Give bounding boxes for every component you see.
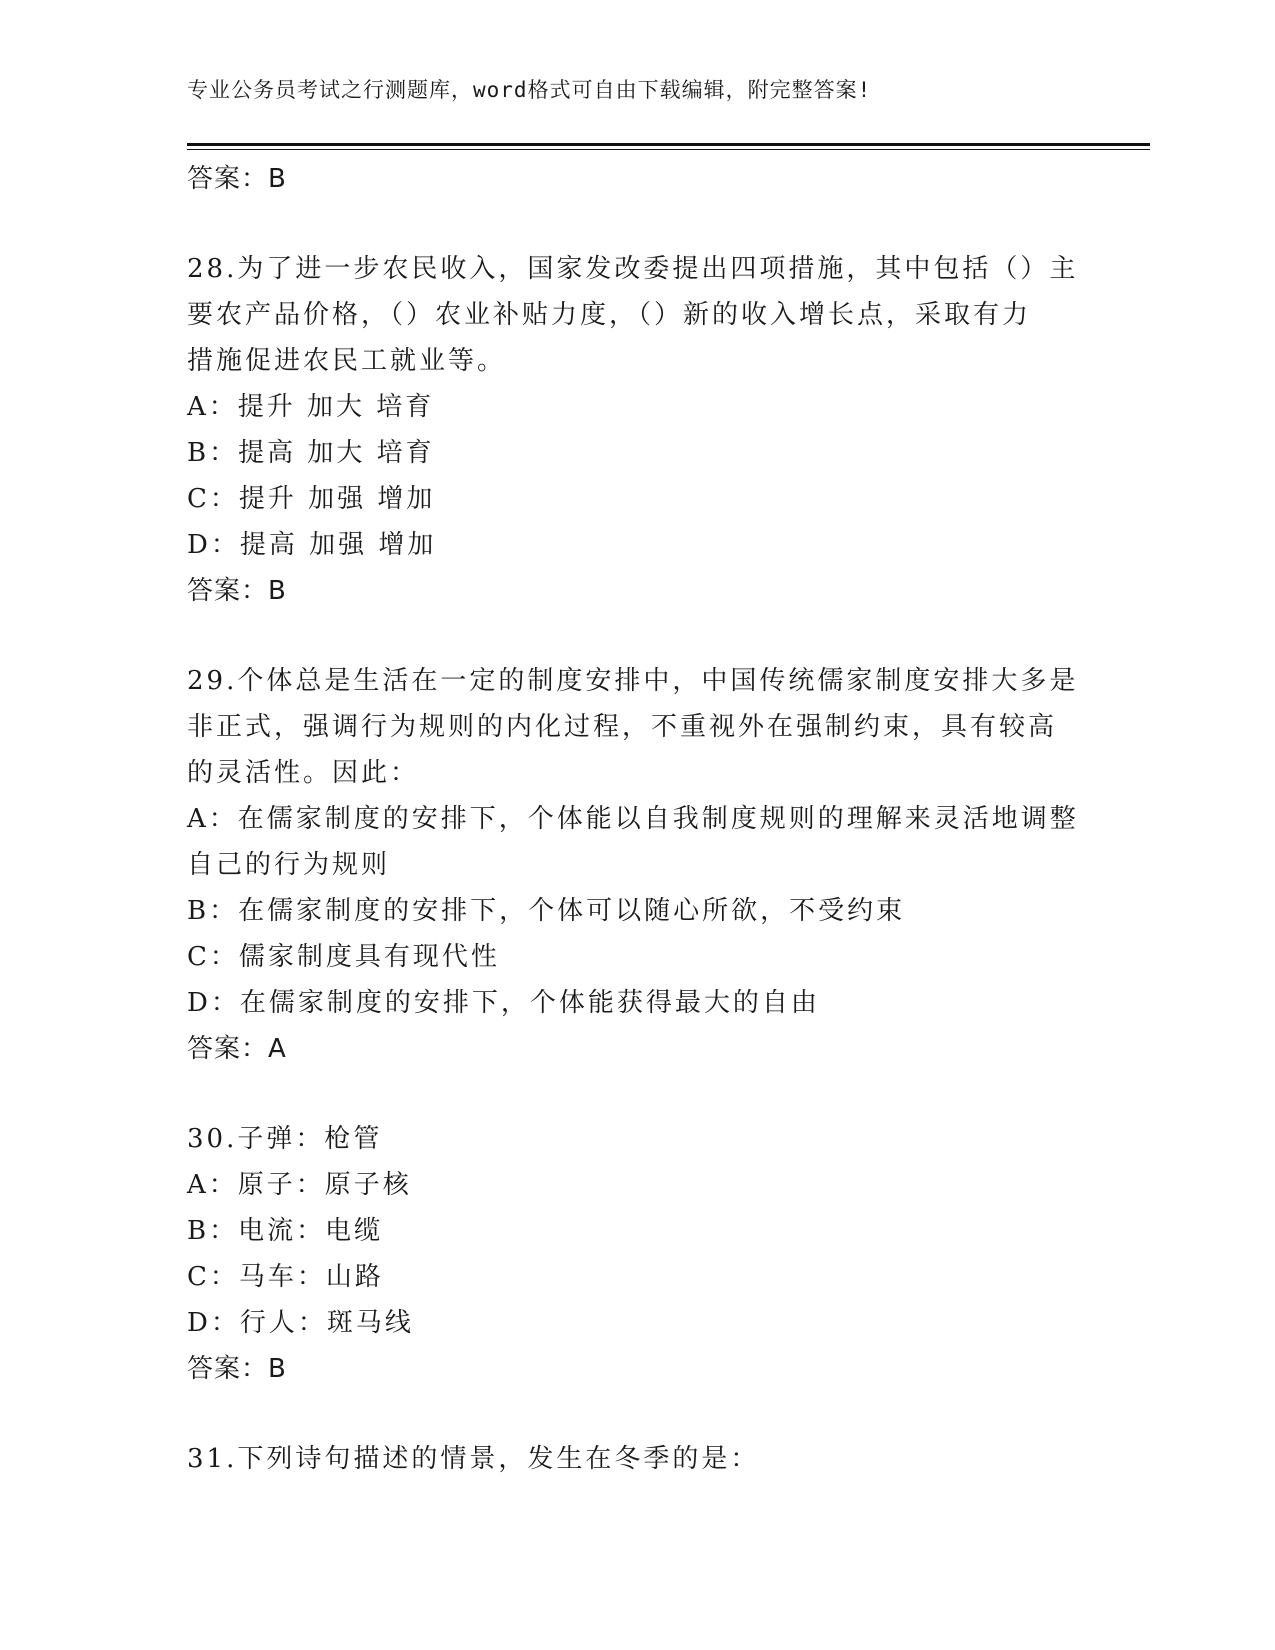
question-stem-line: 要农产品价格，（）农业补贴力度，（）新的收入增长点，采取有力 bbox=[187, 300, 1032, 330]
question-28 bbox=[187, 246, 1087, 614]
document-body bbox=[187, 156, 1087, 1482]
option-b: B：在儒家制度的安排下，个体可以随心所欲，不受约束 bbox=[187, 896, 906, 926]
option-a: A：提升 加大 培育 bbox=[187, 392, 435, 422]
option-b: B：提高 加大 培育 bbox=[187, 438, 435, 468]
question-stem-line: 29.个体总是生活在一定的制度安排中，中国传统儒家制度安排大多是 bbox=[187, 666, 1079, 696]
question-stem-line: 31.下列诗句描述的情景，发生在冬季的是： bbox=[187, 1444, 760, 1474]
question-29 bbox=[187, 658, 1087, 1072]
option-a-continued: 自己的行为规则 bbox=[187, 850, 391, 880]
option-c: C：马车：山路 bbox=[187, 1262, 384, 1292]
option-d: D：提高 加强 增加 bbox=[187, 530, 437, 560]
question-30 bbox=[187, 1116, 1087, 1392]
option-a: A：在儒家制度的安排下，个体能以自我制度规则的理解来灵活地调整 bbox=[187, 804, 1079, 834]
question-stem-line: 的灵活性。因此： bbox=[187, 758, 420, 788]
answer-line: 答案：B bbox=[187, 1354, 287, 1384]
page-header: 专业公务员考试之行测题库，word格式可自由下载编辑，附完整答案! bbox=[187, 78, 872, 102]
question-stem-line: 30.子弹：枪管 bbox=[187, 1124, 383, 1154]
option-b: B：电流：电缆 bbox=[187, 1216, 384, 1246]
question-31 bbox=[187, 1436, 1087, 1482]
answer-line: 答案：B bbox=[187, 576, 287, 606]
question-stem-line: 非正式，强调行为规则的内化过程，不重视外在强制约束，具有较高 bbox=[187, 712, 1058, 742]
header-rule-thin bbox=[187, 149, 1150, 150]
option-c: C：提升 加强 增加 bbox=[187, 484, 436, 514]
option-a: A：原子：原子核 bbox=[187, 1170, 412, 1200]
option-c: C：儒家制度具有现代性 bbox=[187, 942, 500, 972]
question-stem-line: 措施促进农民工就业等。 bbox=[187, 346, 507, 376]
question-stem-line: 28.为了进一步农民收入，国家发改委提出四项措施，其中包括（）主 bbox=[187, 254, 1079, 284]
option-d: D：行人：斑马线 bbox=[187, 1308, 414, 1338]
header-rule-thick bbox=[187, 143, 1150, 146]
previous-answer: 答案：B bbox=[187, 164, 287, 194]
option-d: D：在儒家制度的安排下，个体能获得最大的自由 bbox=[187, 988, 820, 1018]
answer-line: 答案：A bbox=[187, 1034, 287, 1064]
